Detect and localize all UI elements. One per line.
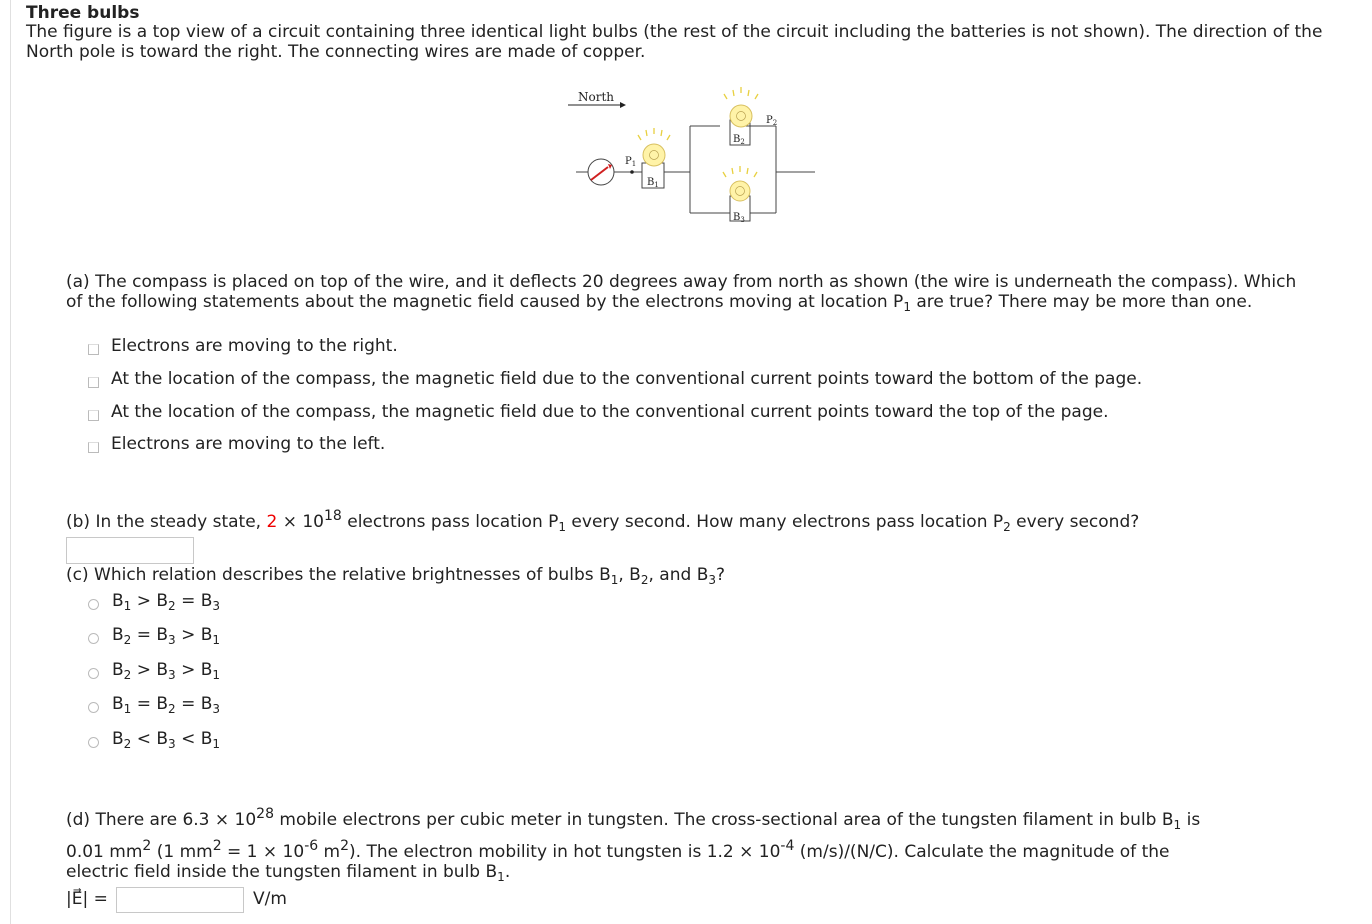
problem-intro: The figure is a top view of a circuit containing three identical light bulbs (the rest of the circuit including the batteries is not shown). The direction of the North pole is toward the right. The connecting wires are made of copper. [26,22,1323,62]
checkbox[interactable] [88,410,99,421]
part-c-option-2[interactable]: $B_2 = B_3 > B_1$ [88,625,220,645]
part-a-option-2[interactable]: At the location of the compass, the magnetic field due to the conventional current points toward the bottom of the page. [88,369,1142,389]
part-c-option-3[interactable]: $B_2 > B_3 > B_1$ [88,660,220,680]
part-d-line-3: electric field inside the tungsten filament in bulb $B_1$. [66,862,511,884]
radio-button[interactable] [88,737,99,748]
checkbox[interactable] [88,377,99,388]
part-a-option-4[interactable]: Electrons are moving to the left. [88,434,385,454]
part-c-option-4[interactable]: $B_1 = B_2 = B_3$ [88,694,220,714]
bulb-b2 [690,87,776,146]
part-a-option-1[interactable]: Electrons are moving to the right. [88,336,398,356]
svg-text:B3: $B_3$ [733,212,745,224]
part-d-answer-input[interactable] [116,887,244,913]
svg-text:B2: $B_2$ [733,134,745,146]
radio-button[interactable] [88,702,99,713]
checkbox[interactable] [88,344,99,355]
part-c-option-1[interactable]: $B_1 > B_2 = B_3$ [88,591,220,611]
part-c-question: (c) Which relation describes the relative brightnesses of bulbs $B_1$, $B_2$, and $B_3$? [66,565,726,587]
part-a-option-3[interactable]: At the location of the compass, the magnetic field due to the conventional current points toward the top of the page. [88,402,1108,422]
svg-text:B1: $B_1$ [647,177,659,189]
part-b-answer-input[interactable] [66,537,194,564]
part-a-question: (a) The compass is placed on top of the wire, and it deflects 20 degrees away from north as shown (the wire is underneath the compass). Which of the following statements about the magnetic field caused by the electrons moving at location $P_1$ are true? There may be more than one. [66,272,1297,314]
bulb-b1 [638,128,670,189]
radio-button[interactable] [88,668,99,679]
p1-dot [630,170,634,174]
part-c-option-5[interactable]: $B_2 < B_3 < B_1$ [88,729,220,749]
radio-button[interactable] [88,633,99,644]
radio-button[interactable] [88,599,99,610]
part-d-line-2: 0.01 $mm^2$ (1 $mm^2 = 1 \times 10^{-6}$ $m^2$). The electron mobility in hot tungsten is $1.2 \times 10^{-4}$ (m/s)/(N/C). Calculate the magnitude of the [66,838,1170,862]
part-d-line-1: (d) There are $6.3 \times 10^{28}$ mobile electrons per cubic meter in tungsten. The cross-sectional area of the tungsten filament in bulb $B_1$ is [66,806,1201,832]
e-field-unit: V/m [253,889,287,909]
compass [588,159,614,185]
problem-title: Three bulbs [26,3,140,23]
svg-text:P1: $P_1$ [625,156,637,168]
checkbox[interactable] [88,442,99,453]
svg-text:P2: $P_2$ [766,115,778,127]
bulb-b3 [690,166,776,224]
circuit-figure [540,78,830,228]
north-label: North [578,90,615,104]
part-b-question: (b) In the steady state, $2 \times 10^{18}$ electrons pass location $P_1$ every second. How many electrons pass location $P_2$ every second? [66,508,1140,534]
e-field-label: |E⃗| = [66,889,108,909]
